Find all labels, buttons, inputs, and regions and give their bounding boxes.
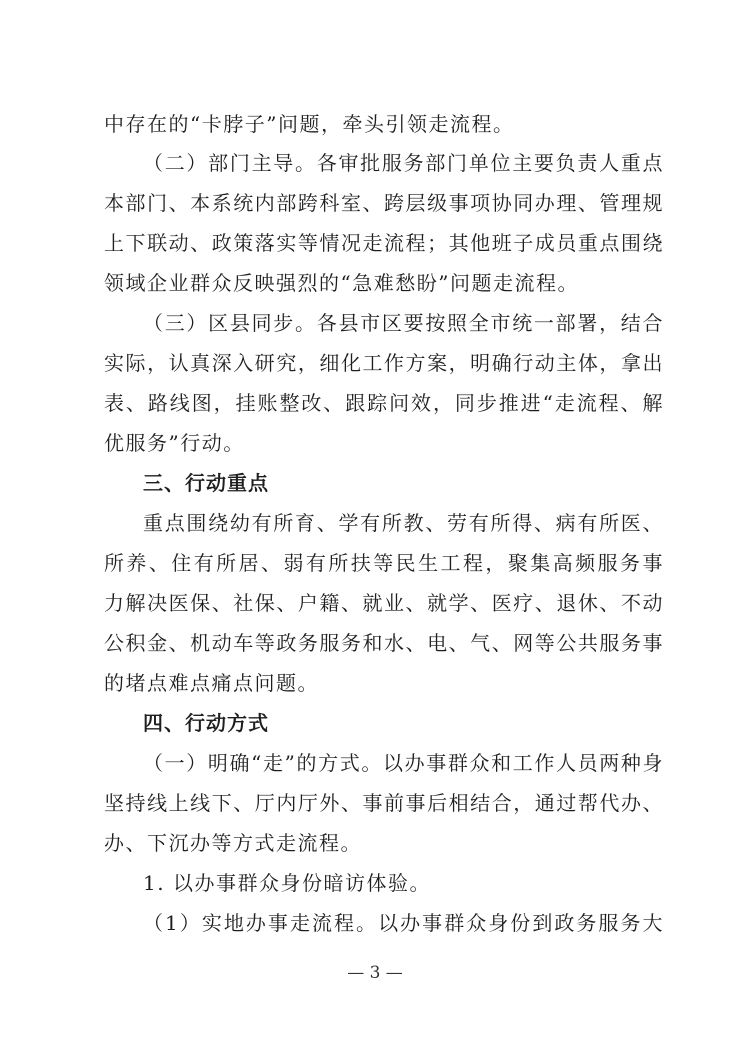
text-line-21: （1）实地办事走流程。以办事群众身份到政务服务大 <box>143 911 664 935</box>
text-line-4: 上下联动、政策落实等情况走流程；其他班子成员重点围绕 <box>104 231 664 255</box>
section-heading-4: 四、行动方式 <box>143 711 269 735</box>
text-line-11: 重点围绕幼有所育、学有所教、劳有所得、病有所医、 <box>143 511 664 535</box>
text-line-6: （三）区县同步。各县市区要按照全市统一部署，结合 <box>143 311 664 335</box>
text-line-3: 本部门、本系统内部跨科室、跨层级事项协同办理、管理规 <box>104 191 664 215</box>
text-line-5: 领域企业群众反映强烈的“急难愁盼”问题走流程。 <box>104 271 579 295</box>
text-line-13: 力解决医保、社保、户籍、就业、就学、医疗、退休、不动 <box>104 591 664 615</box>
text-line-15: 的堵点难点痛点问题。 <box>104 671 319 695</box>
text-line-18: 坚持线上线下、厅内厅外、事前事后相结合，通过帮代办、 <box>104 791 664 815</box>
text-line-7: 实际，认真深入研究，细化工作方案，明确行动主体，拿出 <box>104 351 664 375</box>
text-line-1: 中存在的“卡脖子”问题，牵头引领走流程。 <box>104 112 515 136</box>
text-line-17: （一）明确“走”的方式。以办事群众和工作人员两种身 <box>143 751 664 775</box>
text-line-2: （二）部门主导。各审批服务部门单位主要负责人重点 <box>143 151 664 175</box>
text-line-8: 表、路线图，挂账整改、跟踪问效，同步推进“走流程、解 <box>104 391 664 415</box>
text-line-12: 所养、住有所居、弱有所扶等民生工程，聚集高频服务事 <box>104 551 664 575</box>
text-line-9: 优服务”行动。 <box>104 431 245 455</box>
text-line-20: 1. 以办事群众身份暗访体验。 <box>143 871 431 895</box>
text-line-19: 办、下沉办等方式走流程。 <box>104 831 362 855</box>
page-number: — 3 — <box>347 963 403 983</box>
text-line-14: 公积金、机动车等政务服务和水、电、气、网等公共服务事 <box>104 631 664 655</box>
section-heading-3: 三、行动重点 <box>143 471 269 495</box>
